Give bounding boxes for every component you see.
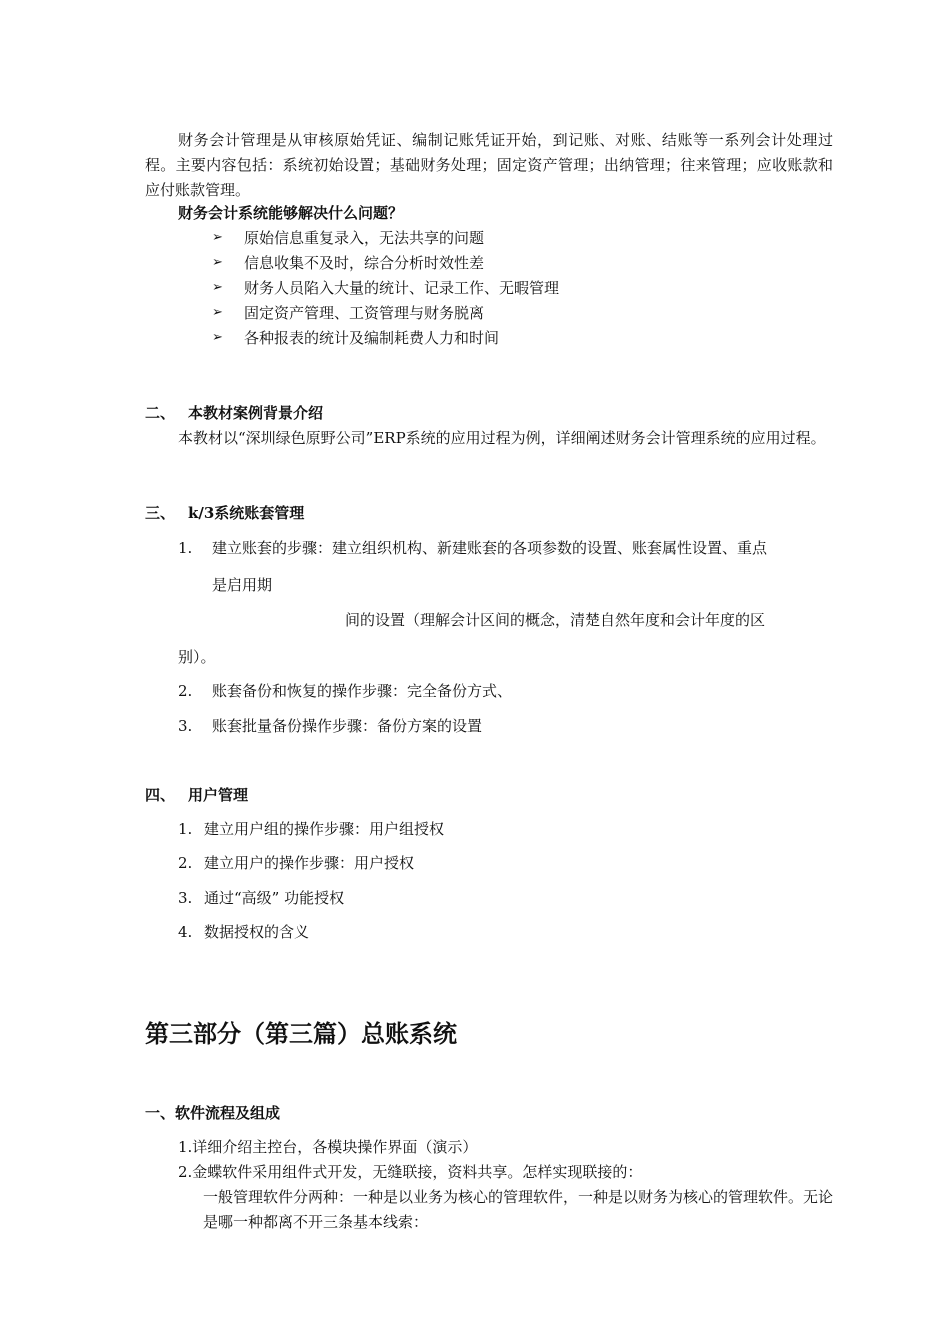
list-item-number: 2.	[178, 682, 193, 700]
subsection-title: 一、软件流程及组成	[145, 1104, 281, 1122]
list-item: 各种报表的统计及编制耗费人力和时间	[244, 329, 500, 347]
section-number: 三、	[145, 504, 176, 522]
list-item: 固定资产管理、工资管理与财务脱离	[244, 304, 485, 322]
list-item: 财务人员陷入大量的统计、记录工作、无暇管理	[244, 279, 560, 297]
bullet-arrow-icon: ➢	[212, 305, 223, 320]
list-item-continuation: 间的设置（理解会计区间的概念，清楚自然年度和会计年度的区	[345, 611, 766, 629]
bullet-arrow-icon: ➢	[212, 330, 223, 345]
list-item: 建立用户组的操作步骤：用户组授权	[204, 820, 445, 838]
list-item-continuation: 是启用期	[212, 576, 273, 594]
list-item: 2.金蝶软件采用组件式开发，无缝联接，资料共享。怎样实现联接的：	[178, 1163, 643, 1181]
section-title: 用户管理	[188, 786, 249, 804]
list-item: 数据授权的含义	[204, 923, 310, 941]
section-body: 本教材以“深圳绿色原野公司”ERP系统的应用过程为例，详细阐述财务会计管理系统的应用过程。	[178, 429, 826, 447]
list-item: 原始信息重复录入，无法共享的问题	[244, 229, 485, 247]
list-item-number: 2.	[178, 854, 193, 872]
intro-paragraph: 财务会计管理是从审核原始凭证、编制记账凭证开始，到记账、对账、结账等一系列会计处理过程。主要内容包括：系统初始设置；基础财务处理；固定资产管理；出纳管理；往来管理；应收账款和应付账款管理。	[145, 131, 833, 199]
bullet-arrow-icon: ➢	[212, 255, 223, 270]
list-item-number: 3.	[178, 889, 193, 907]
bullet-arrow-icon: ➢	[212, 280, 223, 295]
list-item: 账套批量备份操作步骤：备份方案的设置	[212, 717, 483, 735]
list-item: 账套备份和恢复的操作步骤：完全备份方式、	[212, 682, 513, 700]
list-item: 建立账套的步骤：建立组织机构、新建账套的各项参数的设置、账套属性设置、重点	[212, 539, 768, 557]
list-item: 建立用户的操作步骤：用户授权	[204, 854, 415, 872]
list-item-continuation: 别）。	[178, 648, 216, 666]
section-number: 四、	[145, 786, 176, 804]
list-item: 通过“高级” 功能授权	[204, 889, 345, 907]
bullet-arrow-icon: ➢	[212, 230, 223, 245]
list-item-number: 4.	[178, 923, 193, 941]
section-number: 二、	[145, 404, 176, 422]
list-item-number: 1.	[178, 539, 193, 557]
list-item-number: 1.	[178, 820, 193, 838]
list-item-body: 一般管理软件分两种：一种是以业务为核心的管理软件，一种是以财务为核心的管理软件。无论是哪一种都离不开三条基本线索：	[203, 1188, 834, 1231]
intro-question: 财务会计系统能够解决什么问题？	[178, 204, 404, 222]
list-item-number: 3.	[178, 717, 193, 735]
section-title: 本教材案例背景介绍	[188, 404, 324, 422]
section-title: k/3系统账套管理	[188, 504, 305, 522]
part-heading: 第三部分（第三篇）总账系统	[145, 1020, 457, 1048]
list-item: 1.详细介绍主控台，各模块操作界面（演示）	[178, 1138, 478, 1156]
list-item: 信息收集不及时，综合分析时效性差	[244, 254, 485, 272]
